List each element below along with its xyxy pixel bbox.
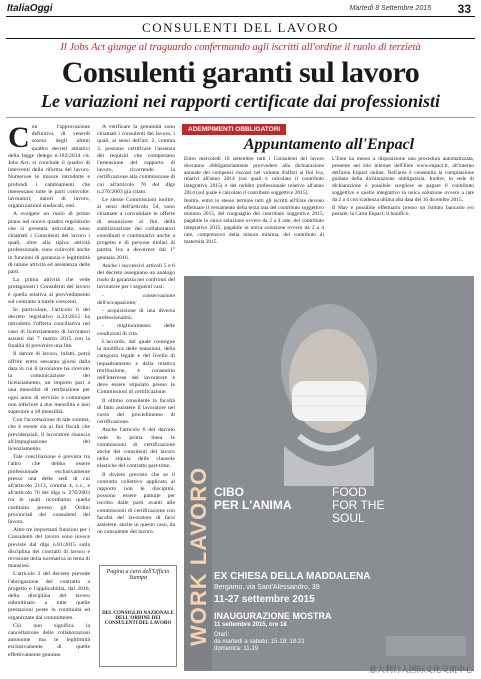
paragraph: Il divieto previsto che se il contratto collettivo applicato al rapporto non le disciplini, possono essere pattuite per iscritto dalle parti avanti alle commissioni di certificazione con facoltà del lavoratore di farsi assistere, anche in questo caso, da un consulente del lavoro.: [97, 471, 175, 536]
paragraph: Il ultimo consulente la facoltà di fatto assistere il lavoratore nel corso del procedimento di certificazione.: [97, 397, 175, 426]
section-rule: [6, 38, 475, 39]
poster-inauguration-label: INAUGURAZIONE MOSTRA: [214, 611, 332, 621]
poster-opening-hours: Orari: da martedì a sabato: 15-19; 19-21 domenica: 11-19: [214, 632, 305, 652]
box-column-1: [184, 156, 324, 276]
paragraph: L'articolo 2 del decreto prevede l'abrogazione del contratto a progetto e l'applicabilità, dal 2016, della disciplina del lavoro subordinato a tutte quelle prestazioni poste in continuità ed organizzate dal committente.: [8, 571, 90, 621]
paragraph: A svolgere un ruolo di primo piano nel nuovo quadro regolatorio che si presenta articolato, sono chiamati i Consulenti del lavoro i quali, oltre alla tipica attività professionale, sono coinvolti anche in funzioni di garanzia e legittimità di talune attività ed assistenza delle parti.: [8, 211, 90, 276]
paragraph: Inoltre, entro lo stesso termine tutti gli iscritti all'Ente devono effettuare il versamento della terza rata del contributo soggettivo minimo 2015, del conguaglio del contributo soggettivo 2015, pagabile in unica soluzione ovvero da 2 a 4 rate, del contributo integrativo 2015, pagabile in unica soluzione ovvero da 2 a 4 rate, comprensivo della misura minima, del contributo di maternità 2015.: [184, 197, 324, 245]
badge-caption: Pagina a cura dell'Ufficio Stampa: [106, 569, 170, 581]
page-number: 33: [457, 2, 471, 16]
paragraph: Con l'accettazione di tale somma, che è esente sia ai fini fiscali che previdenziali, il lavoratore rinuncia all'impugnazione del licenziamento.: [8, 417, 90, 452]
newspaper-logo: ItaliaOggi: [7, 3, 53, 14]
paragraph: - acquisizione di una diversa professionalità;: [97, 308, 175, 322]
paragraph: Altre tre importanti funzioni per i Consulenti del lavoro sono invece previste dal dlgs n.81/2015 sulla disciplina dei contratti di lavoro e revisione della normativa in tema di mansioni.: [8, 527, 90, 570]
poster-address: Bergamo, via Sant'Alessandro, 39: [214, 584, 320, 591]
article-column-1: [8, 124, 90, 674]
paragraph: In particolare, l'articolo 6 del decreto legislativo n.23/2015 ha introdotto l'offerta conciliativa nel caso di licenziamento di lavoratori assunti dal 7 marzo 2015 con la finalità di prevenire una lite.: [8, 307, 90, 350]
masked-face-illustration: [254, 286, 404, 486]
paragraph: on l'approvazione definitiva di venerdì scorso degli ultimi quattro decreti attuativi della legge delega n.183/2014 cd. Jobs Act, si conclude il quadro di interventi della riforma del lavoro. Numerose le misure introdotte e profondi i cambiamenti che interessano tutte le parti coinvolte: lavoratori, datori di lavoro, organizzazioni sindacali, enti.: [8, 124, 90, 210]
poster-venue: EX CHIESA DELLA MADDALENA: [214, 571, 371, 582]
poster-vertical-title: WORK LAVORO: [186, 466, 211, 646]
paragraph: - conservazione dell'occupazione;: [97, 292, 175, 306]
paragraph: Entro mercoledì 16 settembre tutti i Consulenti del lavoro dovranno obbligatoriamente provvedere alla dichiarazione annuale dei compensi riscossi nel volume d'affari ai fini Iva, relativi all'anno 2014 (sui quali è calcolato il contributo integrativo 2015) e del reddito professionale relativo all'anno 2014 (sul quale è calcolato il contributo soggettivo 2015).: [184, 156, 324, 196]
paragraph: Tale conciliazione è prevista tra l'altro che debba essere professionale esclusivamente presso una delle sedi di cui all'articolo 2113, comma 4, c.c., e all'articolo 76 del dlgs n. 276/2003 tra le quali ricordiamo quella costituita presso gli Ordini provinciali dei consulenti del lavoro.: [8, 454, 90, 525]
paragraph: Anche l'articolo 6 del decreto vede in prima linea le commissioni di certificazione anche dei consulenti del lavoro nella stipula delle clausole elastiche del contratto part-time.: [97, 427, 175, 470]
poster-italian-title: CIBO PER L'ANIMA: [214, 485, 292, 512]
enpacl-box: [182, 124, 476, 674]
poster-english-title: FOOD FOR THE SOUL: [332, 485, 385, 525]
poster-dates: 11-27 settembre 2015: [214, 594, 315, 605]
paragraph: Anche i successivi articoli 5 e 6 del decreto assegnano un analogo ruolo di garanzia nei confronti del lavoratore per i seguenti casi:: [97, 262, 175, 291]
exhibition-poster: [184, 276, 474, 671]
paragraph: - miglioramento delle condizioni di vita.: [97, 323, 175, 337]
paragraph: Ciò non significa la cancellazione delle collaborazioni autonome ma le legittimità esclusivamente di quelle effettivamente genuine.: [8, 622, 90, 658]
box-column-2: [332, 156, 474, 276]
paragraph: L'accordo, dal quale consegue la modifica delle mansioni, della categoria legale e del livello di inquadramento e della relativa retribuzione, è consentito nell'interesse del lavoratore e deve essere stipulato presso le Commissioni di certificazione.: [97, 338, 175, 396]
section-title: CONSULENTI DEL LAVORO: [142, 20, 339, 35]
paragraph: A verificare la genuinità sono chiamati i consulenti del lavoro, i quali, ai sensi dell'art. 2, comma 3, possono certificare l'assenza dei requisiti che comportano l'estensione del rapporto di lavoro, ricorrendo la certificazione alla commissione di cui all'articolo 76 del dlgs n.276/2003 già citato.: [97, 124, 175, 195]
wechat-watermark: 意大利行人国际文化交流中心: [369, 665, 473, 674]
issue-date: Martedì 8 Settembre 2015: [349, 5, 431, 12]
article-kicker: Il Jobs Act giunge al traguardo confermando agli iscritti all'ordine il ruolo di terzietà: [60, 42, 421, 53]
paragraph: La prima attività che vede protagonisti i Consulenti del lavoro è quella relativa al provvedimento sul contratto a tutele crescenti.: [8, 277, 90, 305]
poster-sponsor-logos: [386, 636, 466, 656]
top-rule: [6, 16, 475, 17]
paragraph: L'Ente ha messo a disposizione una procedura automatizzata, presente nel sito internet dell'Ente www.enpacl.it, all'interno dell'area Enpacl online. Nell'area è consentita la compilazione guidata della dichiarazione obbligatoria. Inoltre, in sede di dichiarazione è possibile scegliere se pagare il contributo soggettivo e quello integrativo in unica soluzione ovvero a rate da 2 a 4 con scadenza ultima alla data del 16 dicembre 2015.: [332, 156, 474, 203]
box-tag: ADEMPIMENTI OBBLIGATORI: [182, 124, 286, 135]
drop-cap: C: [8, 124, 30, 154]
poster-inauguration-date: 11 settembre 2015, ore 18: [214, 622, 287, 628]
article-headline: Consulenti garanti sul lavoro: [61, 56, 420, 89]
box-title: Appuntamento all'Enpacl: [243, 136, 415, 153]
badge-org: DEL CONSIGLIO NAZIONALE DELL'ORDINE DEI CONSULENTI DEL LAVORO: [102, 611, 174, 626]
press-office-badge: [99, 565, 177, 667]
article-subhead: Le variazioni nei rapporti certificate dai professionisti: [41, 91, 440, 111]
paragraph: Il datore di lavoro, infatti, potrà offrire entro sessanta giorni dalla data in cui il lavoratore ha ricevuto la comunicazione del licenziamento, un importo pari a una mensilità di retribuzione per ogni anno di servizio e comunque non inferiore a due mensilità e non superiore a 18 mensilità.: [8, 351, 90, 415]
paragraph: Il Mav è possibile effettuarlo presso un Istituto bancario e/o postale; la Carta Enpacl; il bonifico.: [332, 204, 474, 218]
headline-rule: [6, 117, 475, 118]
paragraph: Le stesse Commissioni inoltre, ai sensi dell'articolo 54, sono chiamate a convalidare le offerte di assunzione ai fini della stabilizzazione dei collaboratori coordinati e continuativi anche a progetto e di persone titolari di partita Iva a decorrere dal 1° gennaio 2016.: [97, 197, 175, 261]
